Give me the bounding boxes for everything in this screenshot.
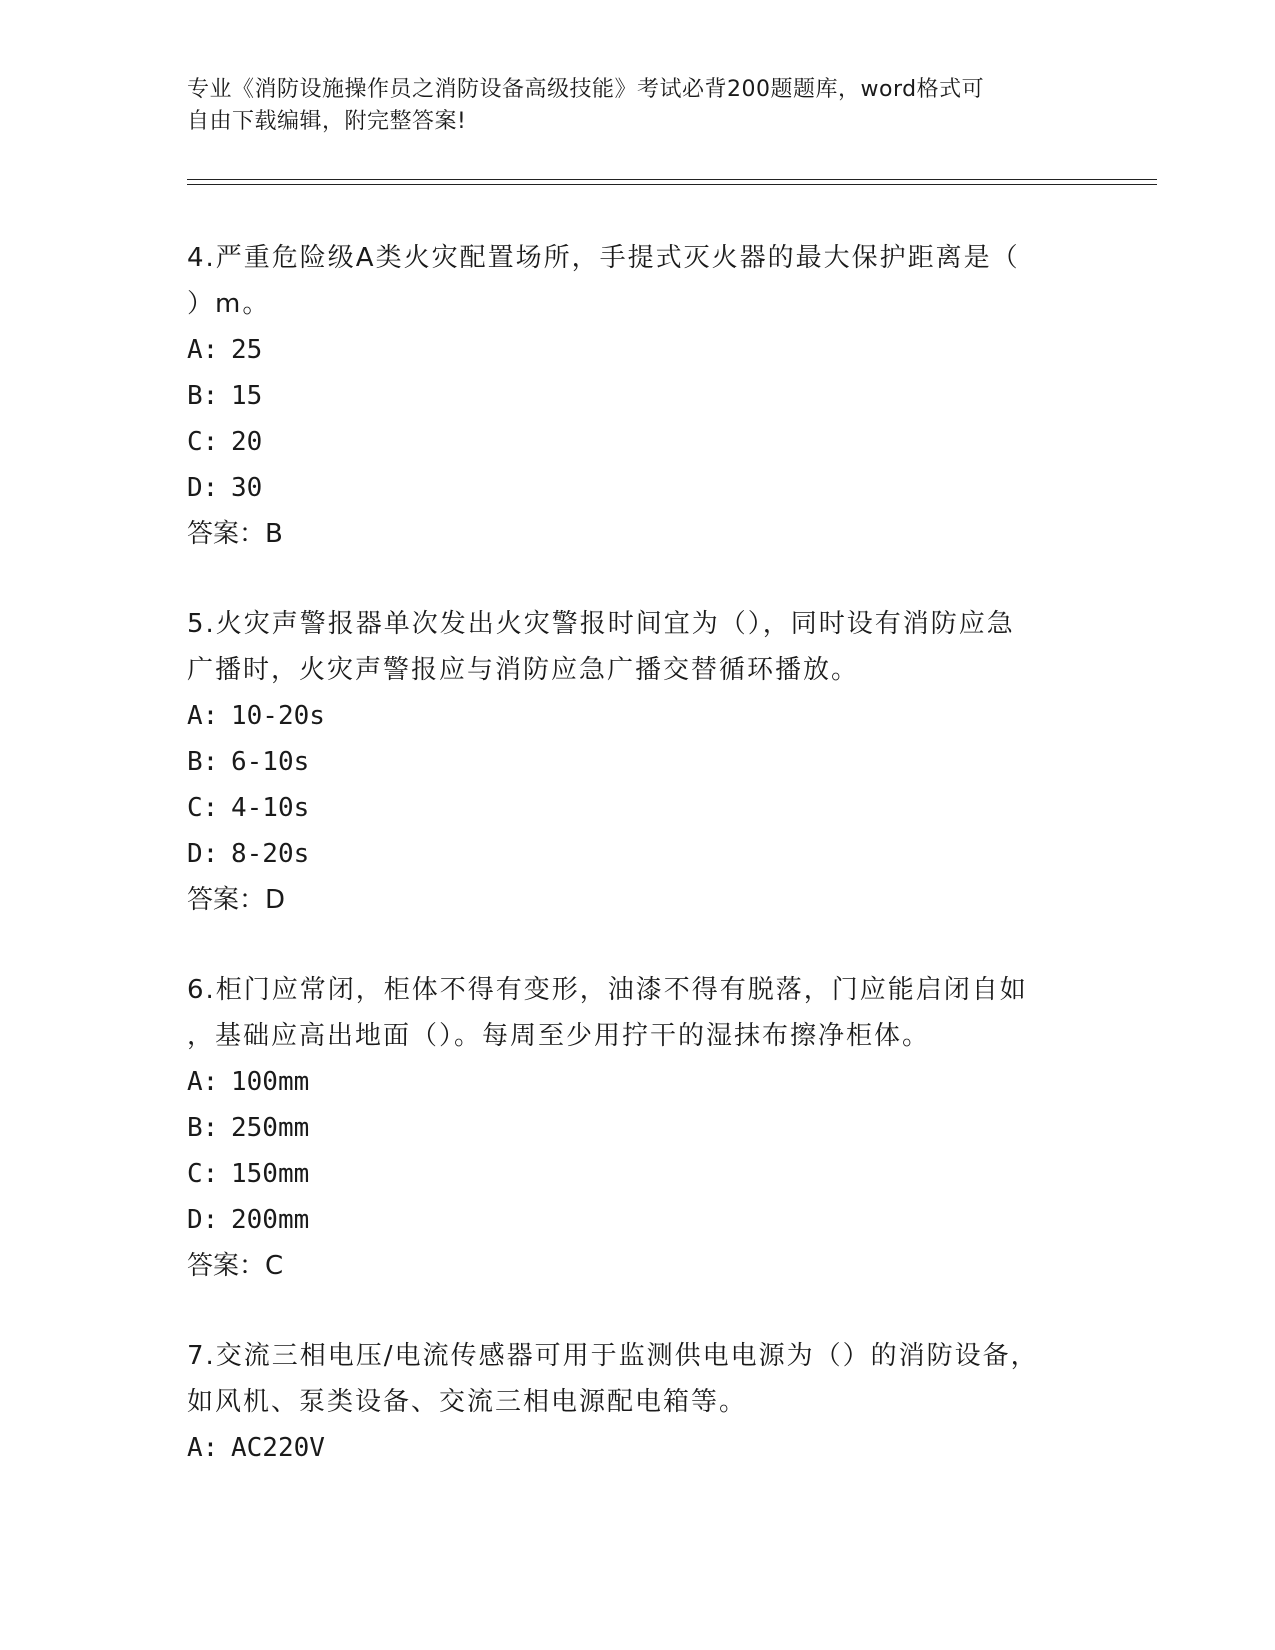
- option-label: D:: [187, 839, 219, 869]
- option-label: A:: [187, 1067, 219, 1097]
- header-divider-bottom: [187, 184, 1157, 185]
- option-value: 30: [231, 473, 263, 503]
- option-value: 6-10s: [231, 747, 310, 777]
- question-4: [187, 235, 1067, 557]
- document-header: [187, 74, 1067, 138]
- option-a: [187, 693, 1067, 739]
- option-c: [187, 785, 1067, 831]
- question-text-line: 4.严重危险级A类火灾配置场所，手提式灭火器的最大保护距离是（: [187, 243, 1020, 273]
- header-line-1: 专业《消防设施操作员之消防设备高级技能》考试必背200题题库，word格式可: [187, 77, 985, 102]
- question-6: [187, 967, 1067, 1289]
- option-value: 250mm: [231, 1113, 310, 1143]
- option-c: [187, 1151, 1067, 1197]
- option-label: A:: [187, 335, 219, 365]
- option-value: 25: [231, 335, 263, 365]
- option-a: [187, 327, 1067, 373]
- option-value: 8-20s: [231, 839, 310, 869]
- question-5: [187, 601, 1067, 923]
- option-value: 150mm: [231, 1159, 310, 1189]
- option-value: 100mm: [231, 1067, 310, 1097]
- option-value: 10-20s: [231, 701, 325, 731]
- header-divider-top: [187, 179, 1157, 180]
- option-label: D:: [187, 1205, 219, 1235]
- option-label: C:: [187, 1159, 219, 1189]
- option-value: 15: [231, 381, 263, 411]
- option-d: [187, 1197, 1067, 1243]
- option-label: C:: [187, 793, 219, 823]
- question-7: [187, 1333, 1067, 1471]
- option-b: [187, 373, 1067, 419]
- option-label: A:: [187, 701, 219, 731]
- option-b: [187, 1105, 1067, 1151]
- question-text-line: 6.柜门应常闭，柜体不得有变形，油漆不得有脱落，门应能启闭自如: [187, 975, 1028, 1005]
- option-label: B:: [187, 747, 219, 777]
- question-text-line: 如风机、泵类设备、交流三相电源配电箱等。: [187, 1387, 748, 1417]
- option-label: A:: [187, 1433, 219, 1463]
- option-d: [187, 831, 1067, 877]
- option-a: [187, 1425, 1067, 1471]
- question-text-line: ，基础应高出地面（）。每周至少用拧干的湿抹布擦净柜体。: [187, 1021, 931, 1051]
- answer: 答案：C: [187, 1251, 284, 1281]
- option-a: [187, 1059, 1067, 1105]
- question-text-line: 广播时，火灾声警报应与消防应急广播交替循环播放。: [187, 655, 860, 685]
- question-text-line: 5.火灾声警报器单次发出火灾警报时间宜为（），同时设有消防应急: [187, 609, 1015, 639]
- option-label: B:: [187, 381, 219, 411]
- option-value: AC220V: [231, 1433, 325, 1463]
- option-label: C:: [187, 427, 219, 457]
- option-b: [187, 739, 1067, 785]
- answer: 答案：D: [187, 885, 286, 915]
- option-label: D:: [187, 473, 219, 503]
- option-value: 20: [231, 427, 263, 457]
- option-value: 200mm: [231, 1205, 310, 1235]
- answer: 答案：B: [187, 519, 283, 549]
- header-line-2: 自由下载编辑，附完整答案!: [187, 109, 467, 134]
- option-c: [187, 419, 1067, 465]
- option-d: [187, 465, 1067, 511]
- option-value: 4-10s: [231, 793, 310, 823]
- question-text-line: ）m。: [187, 289, 271, 319]
- question-text-line: 7.交流三相电压/电流传感器可用于监测供电电源为（）的消防设备，: [187, 1341, 1039, 1371]
- option-label: B:: [187, 1113, 219, 1143]
